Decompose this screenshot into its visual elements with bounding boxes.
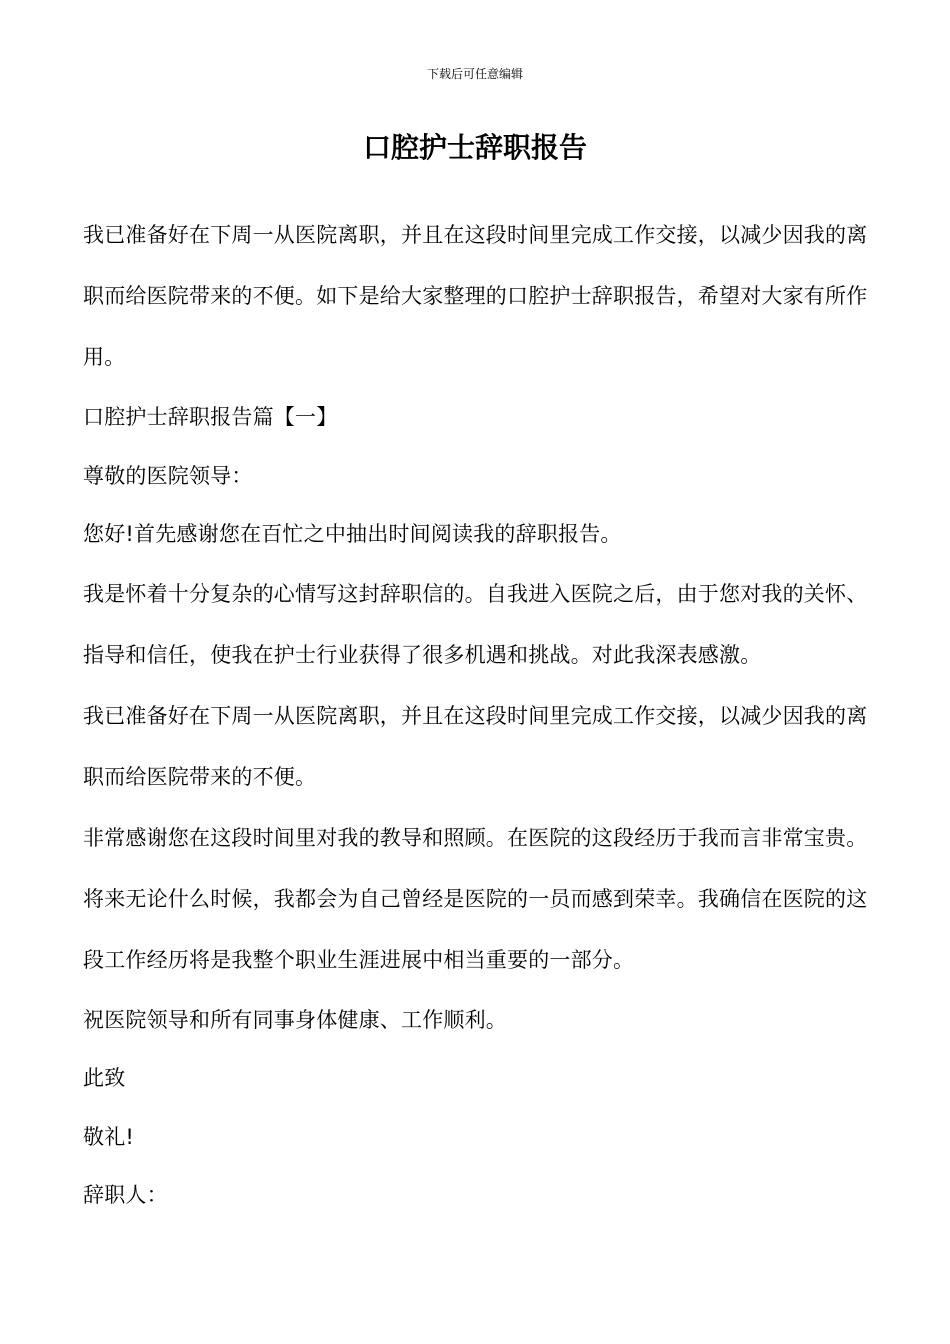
body-paragraph-3: 非常感谢您在这段时间里对我的教导和照顾。在医院的这段经历于我而言非常宝贵。将来无论什么时候，我都会为自己曾经是医院的一员而感到荣幸。我确信在医院的这段工作经历将是我整个职业生涯进展中相当重要的一部分。 xyxy=(83,825,868,972)
signature-label: 辞职人： xyxy=(83,1183,168,1207)
salutation: 尊敬的医院领导： xyxy=(83,463,253,488)
closing-line: 此致 xyxy=(83,1066,126,1090)
greeting-paragraph: 您好!首先感谢您在百忙之中抽出时间阅读我的辞职报告。 xyxy=(83,522,622,546)
document-title: 口腔护士辞职报告 xyxy=(362,131,587,164)
section-heading: 口腔护士辞职报告篇【一】 xyxy=(83,405,338,429)
header-note: 下载后可任意编辑 xyxy=(426,67,523,81)
regards-line: 敬礼! xyxy=(83,1124,135,1149)
body-paragraph-1: 我是怀着十分复杂的心情写这封辞职信的。自我进入医院之后，由于您对我的关怀、指导和信任，使我在护士行业获得了很多机遇和挑战。对此我深表感激。 xyxy=(83,581,868,667)
intro-paragraph: 我已准备好在下周一从医院离职，并且在这段时间里完成工作交接，以减少因我的离职而给医院带来的不便。如下是给大家整理的口腔护士辞职报告，希望对大家有所作用。 xyxy=(83,223,868,369)
document-body xyxy=(83,205,873,1225)
wishes-paragraph: 祝医院领导和所有同事身体健康、工作顺利。 xyxy=(83,1007,507,1032)
body-paragraph-2: 我已准备好在下周一从医院离职，并且在这段时间里完成工作交接，以减少因我的离职而给医院带来的不便。 xyxy=(83,703,868,789)
